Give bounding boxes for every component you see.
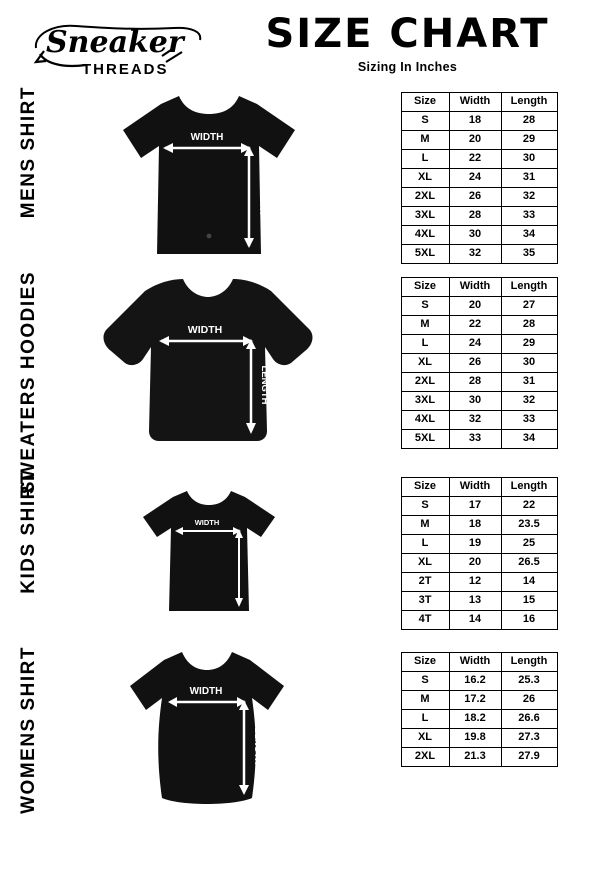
table-row	[401, 335, 557, 354]
cell-size: 2XL	[401, 373, 449, 392]
cell-width: 17.2	[449, 691, 501, 710]
length-label-womens: LENGTH	[252, 727, 263, 765]
cell-width: 32	[449, 411, 501, 430]
section-label-text: KIDS SHIRT	[18, 471, 39, 594]
womens-tshirt-icon	[106, 646, 311, 826]
cell-length: 30	[501, 150, 557, 169]
cell-length: 28	[501, 112, 557, 131]
cell-width: 22	[449, 316, 501, 335]
cell-length: 26	[501, 691, 557, 710]
cell-width: 28	[449, 373, 501, 392]
section-label-womens	[0, 646, 58, 814]
cell-width: 12	[449, 573, 501, 592]
section-label-text: WOMENS SHIRT	[18, 646, 39, 814]
col-length: Length	[501, 653, 557, 672]
table-row	[401, 297, 557, 316]
cell-length: 26.6	[501, 710, 557, 729]
cell-width: 26	[449, 188, 501, 207]
cell-length: 34	[501, 430, 557, 449]
cell-size: S	[401, 672, 449, 691]
cell-length: 34	[501, 226, 557, 245]
cell-width: 19	[449, 535, 501, 554]
table-row	[401, 150, 557, 169]
cell-size: 2XL	[401, 188, 449, 207]
cell-length: 26.5	[501, 554, 557, 573]
cell-width: 18.2	[449, 710, 501, 729]
section-label-kids	[0, 471, 58, 594]
kids-size-table	[401, 477, 558, 630]
cell-width: 33	[449, 430, 501, 449]
kids-shirt-illustration	[58, 471, 358, 628]
table-row	[401, 169, 557, 188]
cell-length: 14	[501, 573, 557, 592]
page-subtitle: Sizing In Inches	[357, 60, 458, 74]
col-width: Width	[449, 278, 501, 297]
col-width: Width	[449, 653, 501, 672]
cell-length: 33	[501, 207, 557, 226]
cell-width: 20	[449, 131, 501, 150]
cell-size: 4XL	[401, 226, 449, 245]
svg-text:THREADS: THREADS	[82, 61, 169, 78]
tshirt-icon	[101, 86, 316, 266]
table-row	[401, 373, 557, 392]
womens-size-table	[401, 652, 558, 767]
table-row	[401, 573, 557, 592]
kids-tshirt-icon	[121, 483, 296, 628]
mens-shirt-illustration	[58, 86, 358, 266]
table-header-row	[401, 653, 557, 672]
cell-length: 29	[501, 131, 557, 150]
cell-length: 33	[501, 411, 557, 430]
col-width: Width	[449, 93, 501, 112]
width-label-kids: WIDTH	[194, 518, 219, 527]
table-row	[401, 226, 557, 245]
sweaters-size-table	[401, 277, 558, 449]
col-length: Length	[501, 278, 557, 297]
col-length: Length	[501, 478, 557, 497]
cell-length: 29	[501, 335, 557, 354]
table-row	[401, 411, 557, 430]
brand-logo	[10, 8, 225, 80]
table-row	[401, 131, 557, 150]
table-row	[401, 354, 557, 373]
cell-length: 25	[501, 535, 557, 554]
cell-size: 3T	[401, 592, 449, 611]
section-label-text: MENS SHIRT	[18, 86, 39, 219]
cell-width: 30	[449, 226, 501, 245]
page-title: SIZE CHART	[265, 11, 550, 57]
cell-width: 24	[449, 169, 501, 188]
cell-width: 26	[449, 354, 501, 373]
table-row	[401, 245, 557, 264]
section-sweaters-hoodies	[0, 271, 600, 495]
cell-length: 23.5	[501, 516, 557, 535]
svg-text:Sneaker: Sneaker	[46, 25, 184, 60]
table-row	[401, 316, 557, 335]
col-size: Size	[401, 93, 449, 112]
cell-length: 27	[501, 297, 557, 316]
cell-size: M	[401, 691, 449, 710]
page-header	[0, 0, 600, 86]
womens-shirt-illustration	[58, 646, 358, 826]
cell-size: 5XL	[401, 245, 449, 264]
table-row	[401, 554, 557, 573]
section-womens	[0, 646, 600, 841]
cell-size: S	[401, 112, 449, 131]
cell-size: XL	[401, 729, 449, 748]
table-row	[401, 497, 557, 516]
cell-length: 32	[501, 188, 557, 207]
cell-length: 25.3	[501, 672, 557, 691]
col-width: Width	[449, 478, 501, 497]
cell-length: 30	[501, 354, 557, 373]
cell-size: L	[401, 335, 449, 354]
width-label-sweater: WIDTH	[187, 324, 222, 336]
cell-width: 20	[449, 554, 501, 573]
cell-width: 22	[449, 150, 501, 169]
cell-size: M	[401, 131, 449, 150]
table-row	[401, 710, 557, 729]
sweatshirt-icon	[91, 271, 326, 461]
sneaker-threads-logo-icon	[24, 18, 214, 80]
cell-size: 2XL	[401, 748, 449, 767]
cell-width: 16.2	[449, 672, 501, 691]
cell-size: XL	[401, 554, 449, 573]
section-label-mens	[0, 86, 58, 218]
sweaters-size-table-wrap	[358, 271, 600, 449]
length-label-mens: LENGTH	[257, 177, 268, 215]
cell-length: 31	[501, 373, 557, 392]
col-size: Size	[401, 278, 449, 297]
cell-length: 28	[501, 316, 557, 335]
cell-length: 35	[501, 245, 557, 264]
col-size: Size	[401, 653, 449, 672]
width-label-mens: WIDTH	[190, 132, 223, 143]
cell-width: 24	[449, 335, 501, 354]
cell-size: XL	[401, 354, 449, 373]
table-row	[401, 535, 557, 554]
title-block	[225, 8, 590, 74]
cell-width: 13	[449, 592, 501, 611]
width-label-womens: WIDTH	[189, 686, 222, 697]
cell-size: 3XL	[401, 207, 449, 226]
table-row	[401, 611, 557, 630]
kids-size-table-wrap	[358, 471, 600, 630]
table-row	[401, 592, 557, 611]
cell-size: 5XL	[401, 430, 449, 449]
length-label-sweater: LENGTH	[258, 365, 270, 405]
cell-width: 14	[449, 611, 501, 630]
cell-length: 27.9	[501, 748, 557, 767]
cell-size: M	[401, 316, 449, 335]
cell-size: L	[401, 710, 449, 729]
table-row	[401, 112, 557, 131]
cell-width: 18	[449, 112, 501, 131]
cell-size: L	[401, 150, 449, 169]
col-size: Size	[401, 478, 449, 497]
cell-size: 3XL	[401, 392, 449, 411]
table-row	[401, 188, 557, 207]
sweater-illustration	[58, 271, 358, 461]
table-row	[401, 729, 557, 748]
cell-length: 31	[501, 169, 557, 188]
mens-size-table	[401, 92, 558, 264]
cell-width: 19.8	[449, 729, 501, 748]
cell-width: 21.3	[449, 748, 501, 767]
cell-size: S	[401, 297, 449, 316]
cell-size: S	[401, 497, 449, 516]
section-kids	[0, 471, 600, 646]
cell-size: 4T	[401, 611, 449, 630]
cell-size: 4XL	[401, 411, 449, 430]
table-row	[401, 392, 557, 411]
cell-width: 18	[449, 516, 501, 535]
cell-size: M	[401, 516, 449, 535]
table-row	[401, 748, 557, 767]
cell-length: 16	[501, 611, 557, 630]
table-header-row	[401, 478, 557, 497]
table-row	[401, 207, 557, 226]
cell-length: 22	[501, 497, 557, 516]
womens-size-table-wrap	[358, 646, 600, 767]
col-length: Length	[501, 93, 557, 112]
table-row	[401, 516, 557, 535]
cell-width: 20	[449, 297, 501, 316]
section-mens	[0, 86, 600, 271]
section-label-sweaters	[0, 271, 58, 494]
cell-width: 17	[449, 497, 501, 516]
table-row	[401, 430, 557, 449]
mens-size-table-wrap	[358, 86, 600, 264]
length-label-kids: LENGTH	[246, 555, 254, 583]
cell-width: 30	[449, 392, 501, 411]
cell-length: 15	[501, 592, 557, 611]
cell-size: XL	[401, 169, 449, 188]
cell-length: 32	[501, 392, 557, 411]
table-row	[401, 691, 557, 710]
cell-width: 32	[449, 245, 501, 264]
table-row	[401, 672, 557, 691]
section-label-text: SWEATERS HOODIES	[18, 271, 39, 495]
table-header-row	[401, 278, 557, 297]
table-header-row	[401, 93, 557, 112]
cell-size: 2T	[401, 573, 449, 592]
cell-width: 28	[449, 207, 501, 226]
cell-length: 27.3	[501, 729, 557, 748]
cell-size: L	[401, 535, 449, 554]
